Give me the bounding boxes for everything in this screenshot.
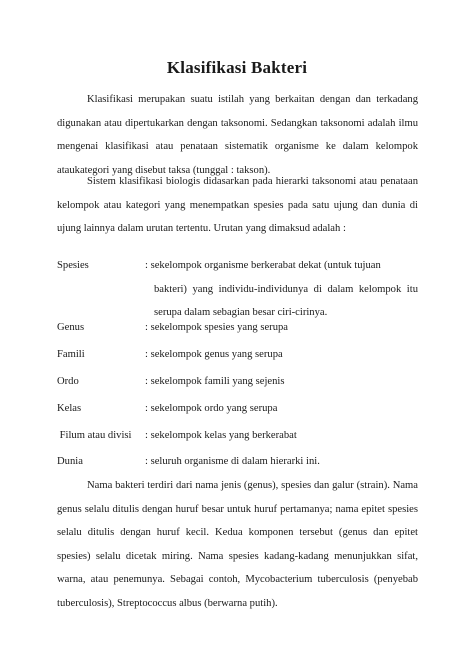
term-def-filum: : sekelompok kelas yang berkerabat [145,430,297,441]
term-label-genus: Genus [57,322,85,333]
term-def-ordo: : sekelompok famili yang sejenis [145,376,285,387]
term-def-spesies [145,254,418,325]
term-def-kelas: : sekelompok ordo yang serupa [145,403,278,414]
term-def-spesies-line1: : sekelompok organisme berkerabat dekat (untuk tujuan [145,260,381,271]
paragraph-2-text: Sistem klasifikasi biologis didasarkan pada hierarki taksonomi atau penataan kelompok atau kategori yang menempatkan spesies pada satu ujung dan dunia di ujung lainnya dalam urutan tertentu. Urutan yang dimaksud adalah : [57,176,418,234]
term-def-spesies-rest: bakteri) yang individu-individunya di dalam kelompok itu serupa dalam sebagian besar ciri-cirinya. [154,283,418,318]
term-def-famili: : sekelompok genus yang serupa [145,349,283,360]
paragraph-3-text: Nama bakteri terdiri dari nama jenis (genus), spesies dan galur (strain). Nama genus selalu ditulis dengan huruf besar untuk huruf pertamanya; nama epitet spesies selalu ditulis dengan huruf kecil. Kedua komponen tersebut (genus dan epitet spesies) selalu dicetak miring. Nama spesies kadang-kadang menunjukkan sifat, warna, atau penemunya. Sebagai contoh, Mycobacterium tuberculosis (penyebab tuberculosis), Streptococcus albus (berwarna putih). [57,480,418,609]
paragraph-1-text: Klasifikasi merupakan suatu istilah yang berkaitan dengan dan terkadang digunakan atau dipertukarkan dengan taksonomi. Sedangkan taksonomi adalah ilmu mengenai klasifikasi atau penataan sistematik organisme ke dalam kelompok ataukategori yang disebut taksa (tunggal : takson). [57,94,418,176]
term-label-filum: Filum atau divisi [57,430,132,441]
term-label-ordo: Ordo [57,376,79,387]
paragraph-2 [57,170,418,241]
paragraph-3 [57,474,418,615]
term-label-spesies: Spesies [57,260,89,271]
term-label-famili: Famili [57,349,85,360]
document-title: Klasifikasi Bakteri [166,58,308,77]
paragraph-1 [57,88,418,182]
term-def-dunia: : seluruh organisme di dalam hierarki ini. [145,456,320,467]
term-def-genus: : sekelompok spesies yang serupa [145,322,288,333]
term-label-kelas: Kelas [57,403,82,414]
term-label-dunia: Dunia [57,456,83,467]
